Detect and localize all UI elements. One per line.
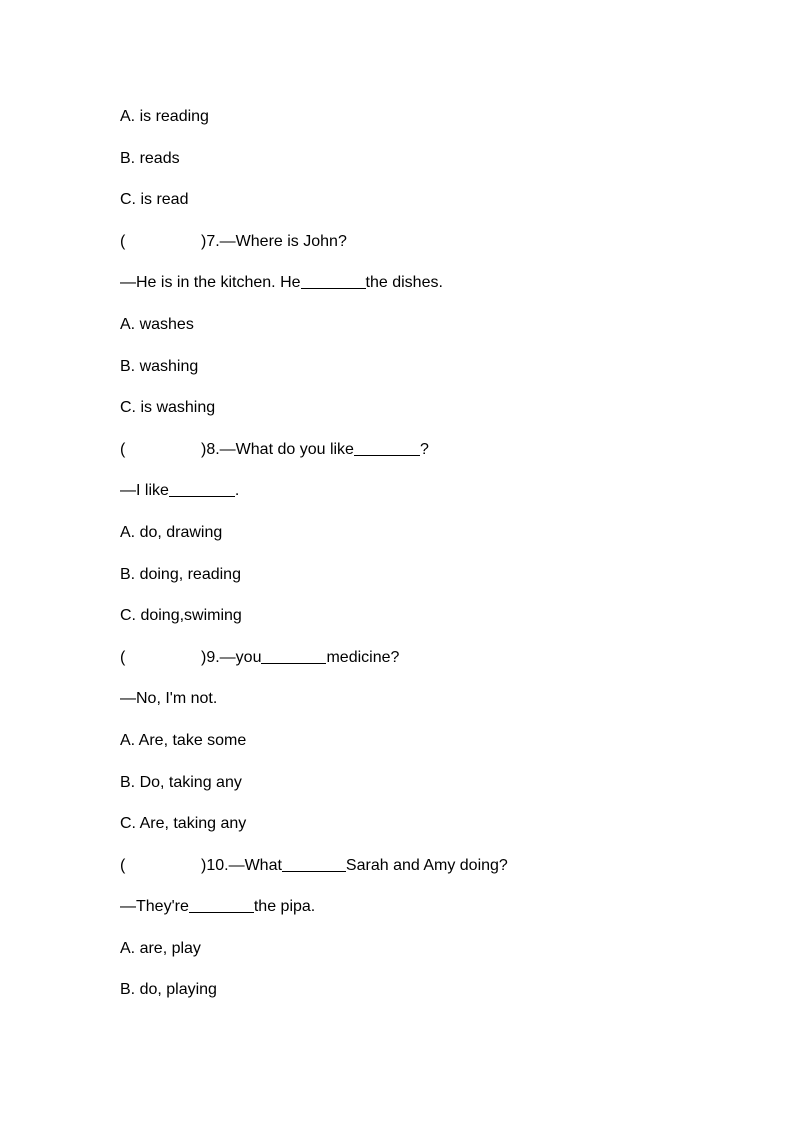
answer-text: the dishes. xyxy=(365,274,443,292)
answer-text: —They're xyxy=(120,898,189,916)
question-9 xyxy=(120,647,720,689)
option-9c xyxy=(120,813,720,855)
option-8a xyxy=(120,522,720,564)
option-text: B. doing, reading xyxy=(120,565,241,583)
question-text: ? xyxy=(419,440,429,458)
option-7a xyxy=(120,314,720,356)
option-6a xyxy=(120,106,720,148)
answer-8 xyxy=(120,480,720,522)
answer-paren: ( xyxy=(120,440,126,458)
option-8c xyxy=(120,605,720,647)
answer-text: —No, I'm not. xyxy=(120,690,218,708)
answer-10 xyxy=(120,896,720,938)
option-text: B. reads xyxy=(120,149,180,167)
fill-blank xyxy=(261,662,326,664)
option-text: B. washing xyxy=(120,357,199,375)
fill-blank xyxy=(169,495,235,497)
question-text: )9.—you xyxy=(201,648,262,666)
answer-paren: ( xyxy=(120,232,126,250)
option-text: A. is reading xyxy=(120,108,209,125)
option-6c xyxy=(120,189,720,231)
option-text: A. do, drawing xyxy=(120,523,223,541)
fill-blank xyxy=(301,287,366,289)
answer-text: the pipa. xyxy=(253,898,316,916)
option-8b xyxy=(120,564,720,606)
option-text: A. Are, take some xyxy=(120,731,247,749)
option-text: A. washes xyxy=(120,315,194,333)
answer-text: . xyxy=(234,482,240,500)
option-10a xyxy=(120,938,720,980)
question-10 xyxy=(120,855,720,897)
option-10b xyxy=(120,979,720,1021)
question-list xyxy=(120,106,720,1021)
question-8 xyxy=(120,439,720,481)
question-text: Sarah and Amy doing? xyxy=(345,856,508,874)
question-text: medicine? xyxy=(326,648,400,666)
fill-blank xyxy=(189,911,254,913)
answer-text: —I like xyxy=(120,482,169,500)
option-text: C. Are, taking any xyxy=(120,815,247,833)
answer-paren: ( xyxy=(120,648,126,666)
option-text: B. do, playing xyxy=(120,981,217,999)
option-9a xyxy=(120,730,720,772)
option-text: C. is read xyxy=(120,191,189,209)
option-text: C. doing,swiming xyxy=(120,607,242,625)
option-text: C. is washing xyxy=(120,399,216,417)
question-7 xyxy=(120,231,720,273)
question-text: )8.—What do you like xyxy=(201,440,354,458)
fill-blank xyxy=(282,870,346,872)
option-9b xyxy=(120,772,720,814)
question-text: )10.—What xyxy=(201,856,282,874)
question-text: )7.—Where is John? xyxy=(201,232,347,250)
answer-text: —He is in the kitchen. He xyxy=(120,274,301,292)
option-6b xyxy=(120,148,720,190)
option-7c xyxy=(120,397,720,439)
answer-9 xyxy=(120,688,720,730)
answer-7 xyxy=(120,272,720,314)
answer-paren: ( xyxy=(120,856,126,874)
option-text: B. Do, taking any xyxy=(120,773,242,791)
fill-blank xyxy=(354,454,420,456)
option-7b xyxy=(120,356,720,398)
option-text: A. are, play xyxy=(120,939,201,957)
